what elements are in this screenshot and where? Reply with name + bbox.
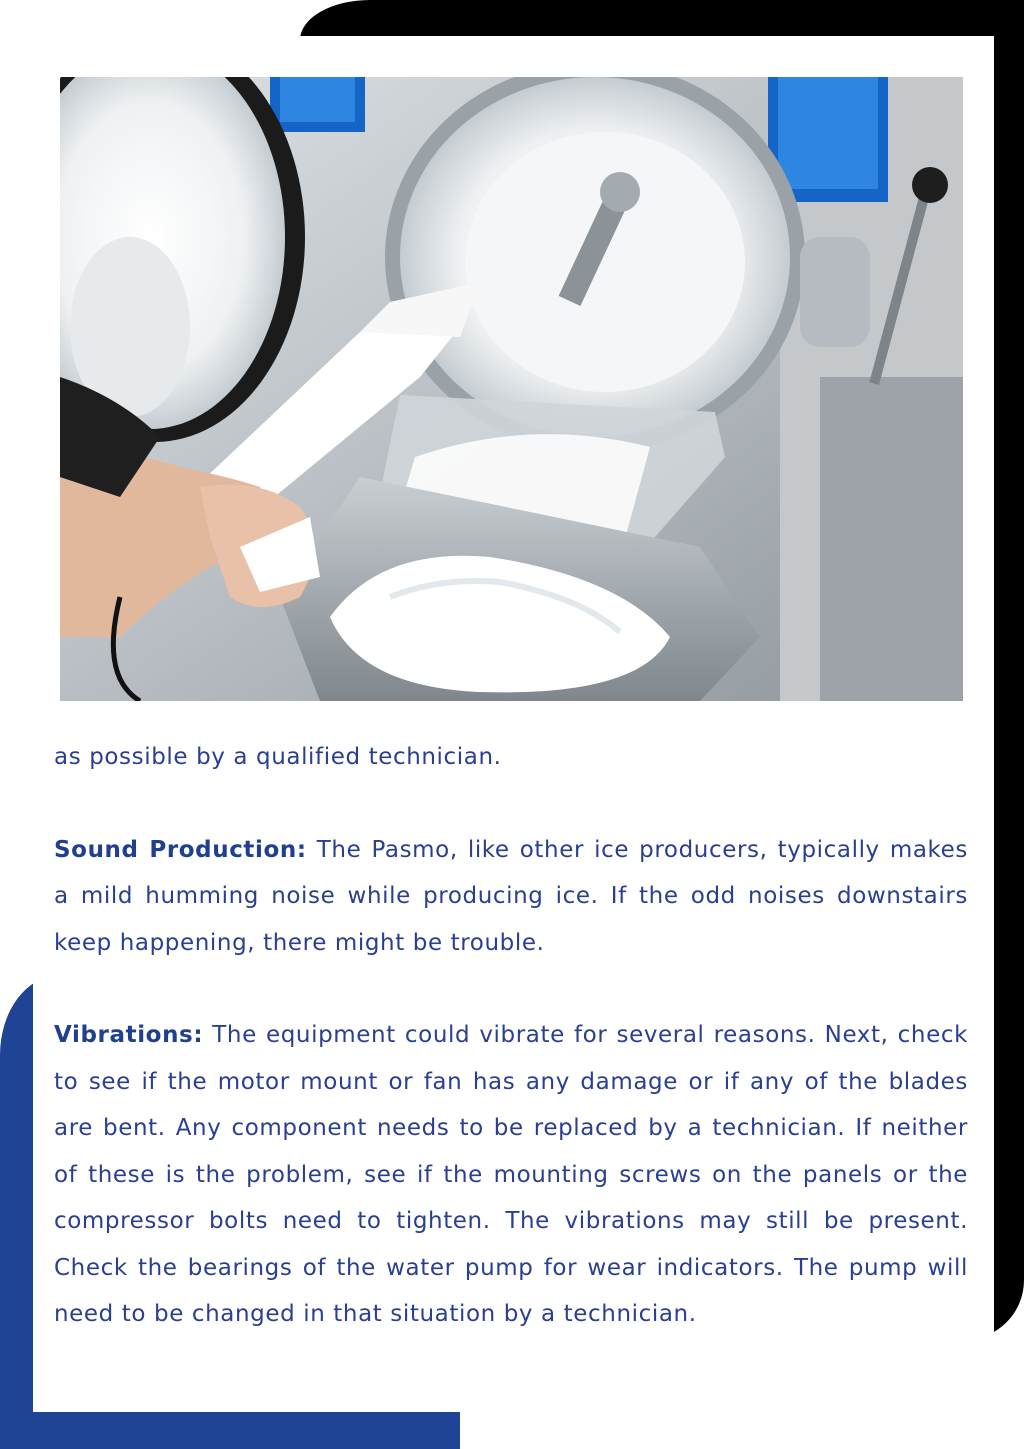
ice-cream-machine-photo <box>60 77 963 701</box>
continued-paragraph: as possible by a qualified technician. <box>54 744 502 770</box>
sound-production-body: The Pasmo, like other ice producers, typically makes a mild humming noise while producing ice. If the odd noises downstairs keep happening, there might be trouble. <box>54 836 968 956</box>
vibrations-paragraph <box>54 1012 968 1338</box>
sound-production-heading: Sound Production: <box>54 836 307 863</box>
vibrations-body: The equipment could vibrate for several reasons. Next, check to see if the motor mount or fan has any damage or if any of the blades are bent. Any component needs to be replaced by a technician. If neither of these is the problem, see if the mounting screws on the panels or the compressor bolts need to tighten. The vibrations may still be present. Check the bearings of the water pump for wear indicators. The pump will need to be changed in that situation by a technician. <box>54 1022 968 1327</box>
vibrations-heading: Vibrations: <box>54 1022 204 1048</box>
sound-production-paragraph <box>54 827 968 967</box>
body-text <box>54 734 968 1338</box>
